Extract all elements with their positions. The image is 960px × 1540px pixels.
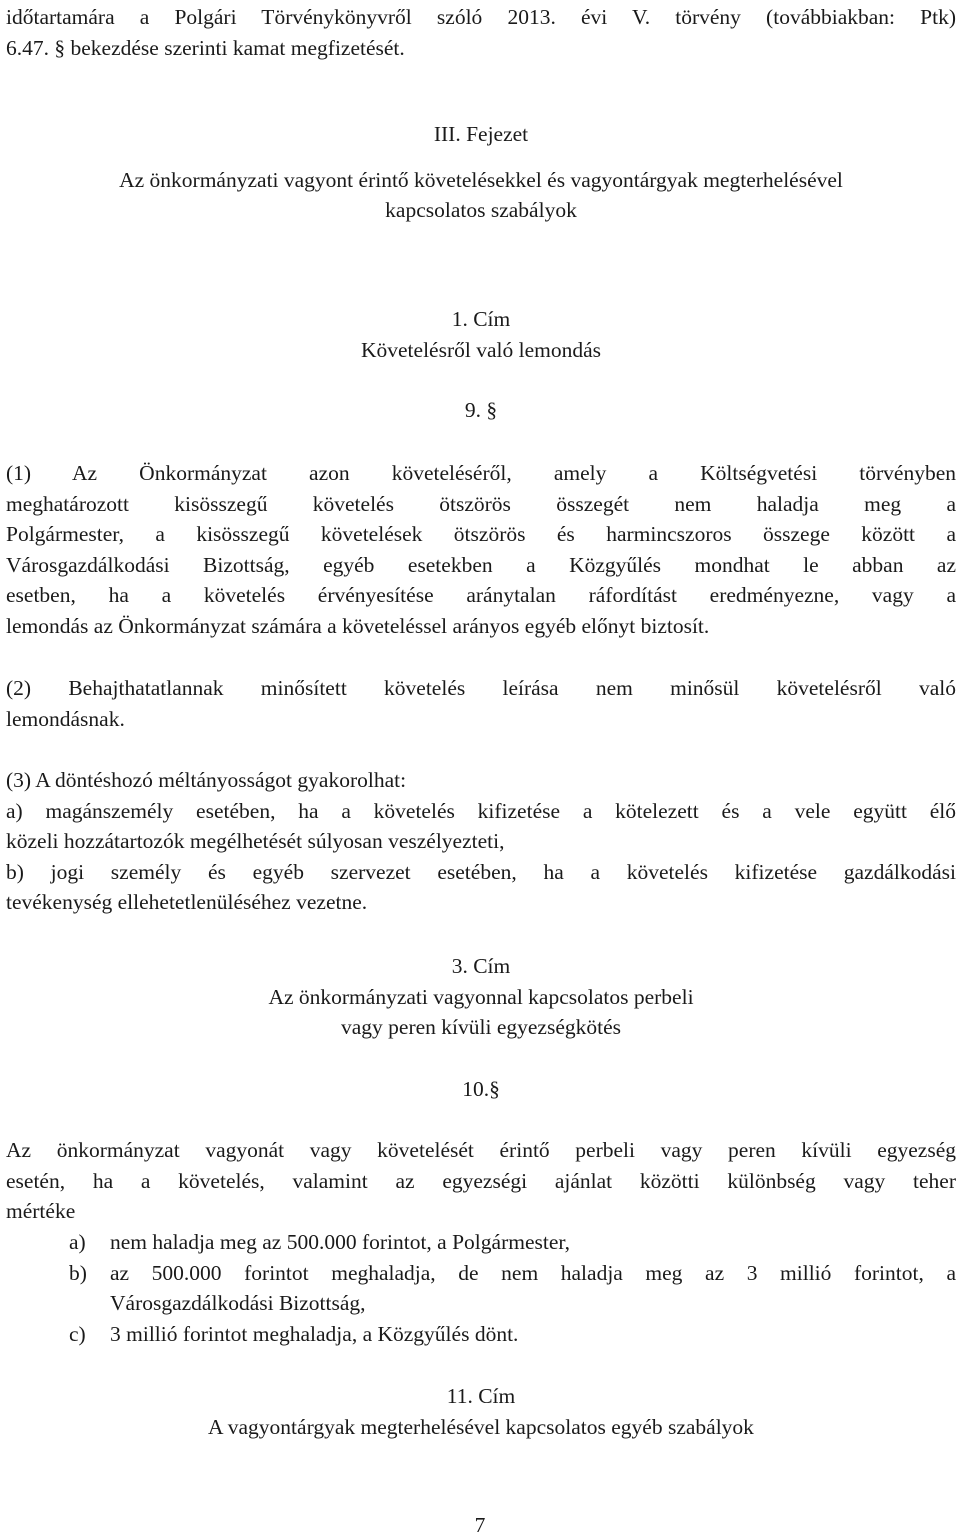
text-line: időtartamára a Polgári Törvénykönyvről szóló 2013. évi V. törvény (továbbiakban: Ptk) <box>6 5 956 29</box>
list-item <box>6 1227 956 1258</box>
chapter-title-line: kapcsolatos szabályok <box>385 198 577 223</box>
title-number: 11. Cím <box>446 1384 516 1408</box>
text-line: (3) A döntéshozó méltányosságot gyakorolhat: <box>6 768 407 792</box>
text-line: a) magánszemély esetében, ha a követelés kifizetése a kötelezett és a vele együtt élő <box>6 798 956 823</box>
section-10-list <box>6 1227 956 1349</box>
list-item <box>6 1258 956 1319</box>
section-9-mark: 9. § <box>464 398 498 422</box>
title-name-line: vagy peren kívüli egyezségkötés <box>340 1015 621 1040</box>
text-line: esetén, ha a követelés, valamint az egyezségi ajánlat közötti különbség vagy teher <box>6 1168 956 1193</box>
chapter-title-line: Az önkormányzati vagyont érintő követelésekkel és vagyontárgyak megterhelésével <box>119 167 843 192</box>
section-9-paragraph-1 <box>6 458 956 642</box>
text-line: tevékenység ellehetetlenüléséhez vezetne. <box>6 890 368 915</box>
text-line: Városgazdálkodási Bizottság, egyéb esetekben a Közgyűlés mondhat le abban az <box>6 552 956 577</box>
title-name-line: Az önkormányzati vagyonnal kapcsolatos perbeli <box>268 984 694 1009</box>
text-line: mértéke <box>6 1199 76 1224</box>
section-9-paragraph-2 <box>6 673 956 734</box>
title-11-heading <box>6 1381 956 1442</box>
text-line: Polgármester, a kisösszegű követelések ötszörös és harmincszoros összege között a <box>6 522 956 547</box>
text-line: lemondásnak. <box>6 706 125 731</box>
text-line: Az önkormányzat vagyonát vagy követelését érintő perbeli vagy peren kívüli egyezség <box>6 1138 956 1162</box>
title-name: Követelésről való lemondás <box>360 337 602 362</box>
section-9-paragraph-3 <box>6 765 956 918</box>
list-item <box>6 1319 956 1350</box>
text-line: nem haladja meg az 500.000 forintot, a Polgármester, <box>110 1230 571 1254</box>
list-marker: b) <box>69 1260 87 1285</box>
section-10-mark: 10.§ <box>462 1077 500 1101</box>
text-line: 6.47. § bekezdése szerinti kamat megfizetését. <box>6 35 405 60</box>
text-line: (1) Az Önkormányzat azon követeléséről, amely a Költségvetési törvényben <box>6 461 956 485</box>
chapter-number: III. Fejezet <box>433 122 529 146</box>
list-marker: c) <box>69 1321 86 1346</box>
text-line: 3 millió forintot meghaladja, a Közgyűlés dönt. <box>110 1321 519 1346</box>
list-marker: a) <box>69 1230 86 1254</box>
title-number: 3. Cím <box>451 954 511 978</box>
text-line: Városgazdálkodási Bizottság, <box>110 1291 366 1316</box>
text-line: közeli hozzátartozók megélhetését súlyosan veszélyezteti, <box>6 829 505 854</box>
intro-paragraph <box>6 2 956 63</box>
text-line: lemondás az Önkormányzat számára a követeléssel arányos egyéb előnyt biztosít. <box>6 613 710 638</box>
text-line: esetben, ha a követelés érvényesítése aránytalan ráfordítást eredményezne, vagy a <box>6 583 956 608</box>
text-line: meghatározott kisösszegű követelés ötszörös összegét nem haladja meg a <box>6 491 956 516</box>
chapter-heading <box>6 119 956 226</box>
title-number: 1. Cím <box>451 307 511 331</box>
page-number: 7 <box>474 1513 486 1537</box>
title-name: A vagyontárgyak megterhelésével kapcsolatos egyéb szabályok <box>208 1414 754 1439</box>
text-line: az 500.000 forintot meghaladja, de nem haladja meg az 3 millió forintot, a <box>110 1260 956 1285</box>
text-line: b) jogi személy és egyéb szervezet esetében, ha a követelés kifizetése gazdálkodási <box>6 859 956 884</box>
text-line: (2) Behajthatatlannak minősített követelés leírása nem minősül követelésről való <box>6 676 956 700</box>
title-3-heading <box>6 951 956 1043</box>
section-10-paragraph <box>6 1135 956 1227</box>
title-1-heading <box>6 304 956 365</box>
